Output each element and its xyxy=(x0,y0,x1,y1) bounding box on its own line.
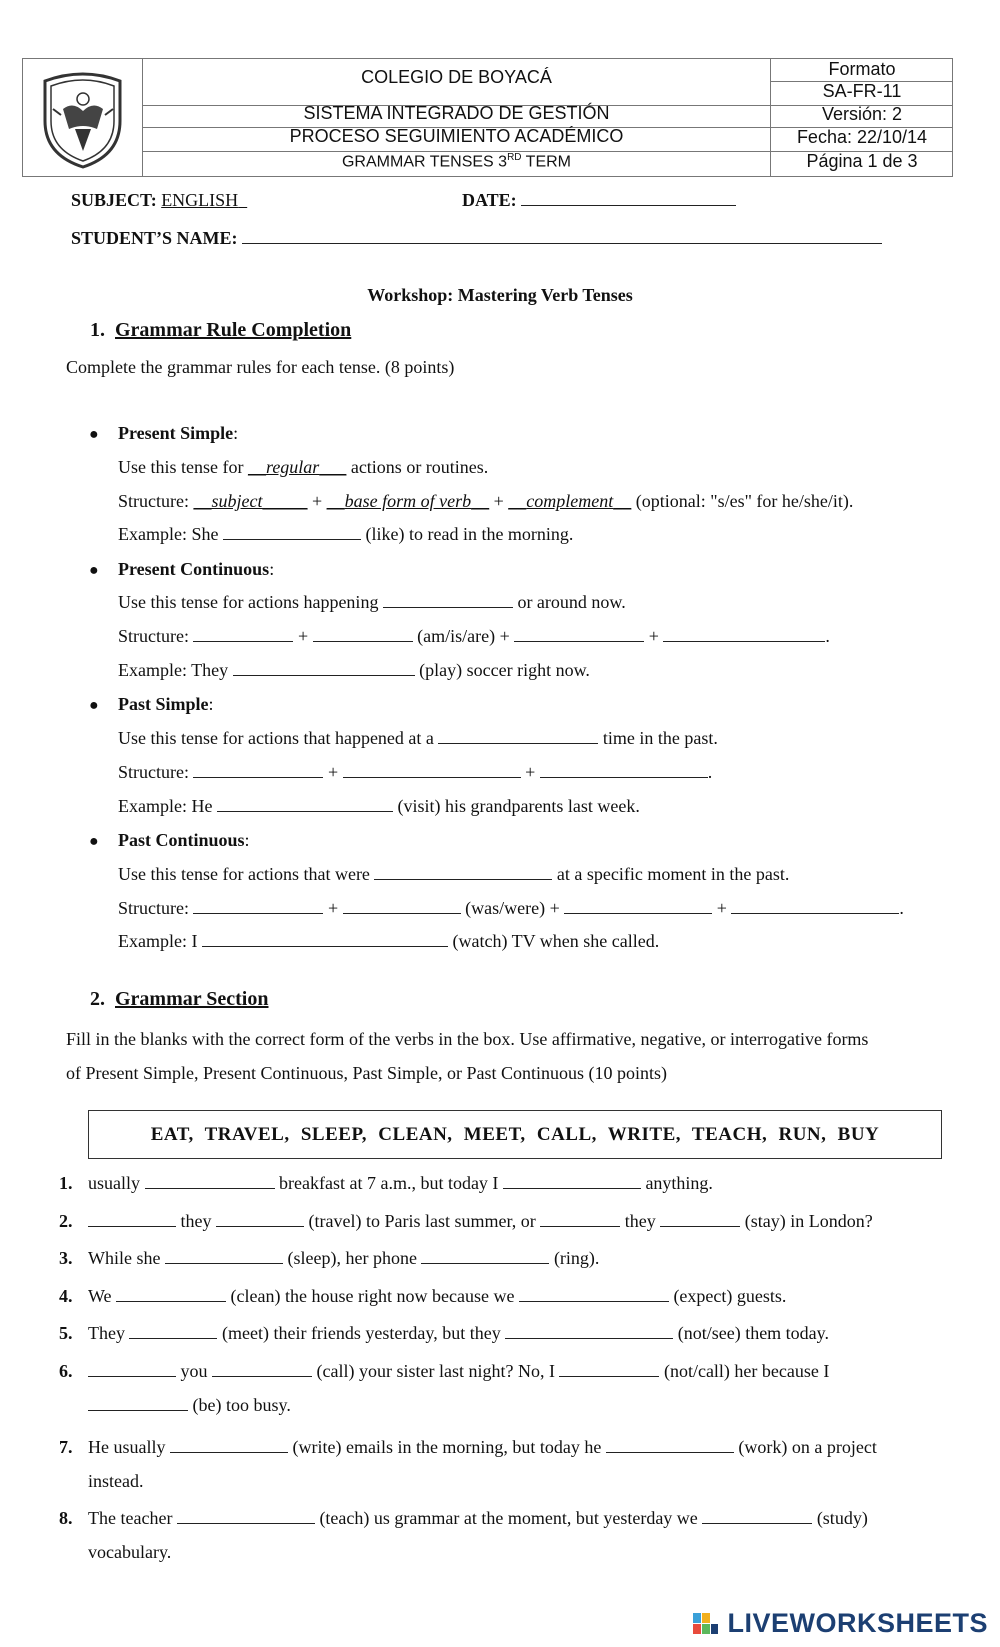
header-table xyxy=(22,58,953,177)
exercise-item-8: The teacher (teach) us grammar at the moment, but yesterday we (study) xyxy=(88,1508,868,1528)
item-number: 5. xyxy=(59,1323,73,1343)
section2-instructions-2: of Present Simple, Present Continuous, Past Simple, or Past Continuous (10 points) xyxy=(66,1063,668,1083)
exercise-item-6: you (call) your sister last night? No, I (not/call) her because I xyxy=(88,1361,829,1382)
answer-blank[interactable] xyxy=(313,627,413,642)
answer-blank[interactable] xyxy=(170,1438,288,1453)
bullet: ● xyxy=(89,426,99,443)
liveworksheets-logo: LIVEWORKSHEETS xyxy=(693,1608,988,1639)
answer-blank[interactable] xyxy=(731,899,899,914)
answer-blank[interactable] xyxy=(88,1396,188,1411)
version: Versión: 2 xyxy=(821,104,903,124)
exercise-item-1: usually breakfast at 7 a.m., but today I anything. xyxy=(88,1173,713,1193)
answer-blank[interactable] xyxy=(702,1509,812,1524)
present-continuous-title: Present Continuous: xyxy=(118,559,275,579)
format-date: Fecha: 22/10/14 xyxy=(796,127,928,147)
exercise-item-8-cont: vocabulary. xyxy=(88,1542,172,1562)
date-row: DATE: xyxy=(462,190,736,211)
exercise-item-2: they (travel) to Paris last summer, or they (stay) in London? xyxy=(88,1211,873,1232)
answer-blank[interactable] xyxy=(343,899,461,914)
answer-blank[interactable] xyxy=(606,1438,734,1453)
answer-blank[interactable] xyxy=(202,932,448,947)
past-continuous-use: Use this tense for actions that were at a specific moment in the past. xyxy=(118,864,790,884)
school-logo xyxy=(23,59,143,176)
exercise-item-5: They (meet) their friends yesterday, but they (not/see) them today. xyxy=(88,1323,830,1343)
answer-blank[interactable] xyxy=(88,1212,176,1227)
answer-blank[interactable] xyxy=(88,1362,176,1377)
past-continuous-example: Example: I (watch) TV when she called. xyxy=(118,931,660,951)
past-simple-use: Use this tense for actions that happened at a time in the past. xyxy=(118,728,718,748)
item-number: 1. xyxy=(59,1173,73,1193)
answer-blank[interactable] xyxy=(505,1324,673,1339)
answer-blank[interactable] xyxy=(540,763,708,778)
item-number: 2. xyxy=(59,1211,73,1231)
answer-blank[interactable] xyxy=(217,797,393,812)
answer-blank[interactable] xyxy=(374,865,552,880)
answer-blank[interactable] xyxy=(116,1287,226,1302)
answer-blank[interactable] xyxy=(559,1362,659,1377)
system-name: SISTEMA INTEGRADO DE GESTIÓN xyxy=(303,103,610,123)
exercise-item-7-cont: instead. xyxy=(88,1471,144,1491)
answer-blank[interactable] xyxy=(564,899,712,914)
item-number: 4. xyxy=(59,1286,73,1306)
answer-blank[interactable] xyxy=(193,627,293,642)
verb-box: EAT, TRAVEL, SLEEP, CLEAN, MEET, CALL, WRITE, TEACH, RUN, BUY xyxy=(88,1110,942,1159)
answer-blank[interactable] xyxy=(343,763,521,778)
exercise-item-6-cont: (be) too busy. xyxy=(88,1395,291,1416)
present-continuous-structure: Structure: + (am/is/are) + + . xyxy=(118,626,830,646)
format-label: Formato xyxy=(828,59,896,79)
section2-instructions-1: Fill in the blanks with the correct form of the verbs in the box. Use affirmative, negative, or interrogative forms xyxy=(66,1029,869,1049)
answer-blank[interactable] xyxy=(145,1174,275,1189)
item-number: 6. xyxy=(59,1361,73,1381)
bullet: ● xyxy=(89,562,99,579)
term-title: GRAMMAR TENSES 3RD TERM xyxy=(341,152,571,171)
subject-row: SUBJECT: ENGLISH xyxy=(71,190,239,210)
student-name-row: STUDENT’S NAME: xyxy=(71,228,882,249)
past-continuous-structure: Structure: + (was/were) + + . xyxy=(118,898,904,918)
item-number: 8. xyxy=(59,1508,73,1528)
crest-icon xyxy=(23,59,142,176)
present-simple-structure: Structure: __subject_____ + __base form of verb__ + __complement__ (optional: "s/es" for he/she/it). xyxy=(118,491,854,511)
present-simple-example: Example: She (like) to read in the morning. xyxy=(118,524,574,544)
section1-instructions: Complete the grammar rules for each tense. (8 points) xyxy=(66,357,455,377)
bullet: ● xyxy=(89,697,99,714)
section2-heading: 2. Grammar Section xyxy=(90,988,269,1010)
present-simple-use: Use this tense for __regular___ actions or routines. xyxy=(118,457,489,477)
school-name: COLEGIO DE BOYACÁ xyxy=(361,67,552,87)
answer-blank[interactable] xyxy=(233,661,415,676)
process-name: PROCESO SEGUIMIENTO ACADÉMICO xyxy=(289,126,624,146)
page-title: Workshop: Mastering Verb Tenses xyxy=(367,285,633,305)
liveworksheets-icon xyxy=(693,1613,719,1635)
item-number: 3. xyxy=(59,1248,73,1268)
answer-blank[interactable] xyxy=(165,1249,283,1264)
present-continuous-use: Use this tense for actions happening or around now. xyxy=(118,592,626,612)
answer-blank[interactable] xyxy=(212,1362,312,1377)
exercise-item-4: We (clean) the house right now because we (expect) guests. xyxy=(88,1286,787,1306)
answer-blank[interactable] xyxy=(540,1212,620,1227)
answer-blank[interactable] xyxy=(660,1212,740,1227)
answer-blank[interactable] xyxy=(514,627,644,642)
past-simple-title: Past Simple: xyxy=(118,694,214,714)
answer-blank[interactable] xyxy=(223,525,361,540)
fill-regular: regular xyxy=(265,457,320,477)
section1-heading: 1. Grammar Rule Completion xyxy=(90,319,352,341)
bullet: ● xyxy=(89,833,99,850)
subject-value: ENGLISH xyxy=(161,190,239,210)
date-input[interactable] xyxy=(521,191,736,206)
past-simple-example: Example: He (visit) his grandparents last week. xyxy=(118,796,640,816)
answer-blank[interactable] xyxy=(193,763,323,778)
present-simple-title: Present Simple: xyxy=(118,423,239,443)
past-simple-structure: Structure: + + . xyxy=(118,762,713,782)
answer-blank[interactable] xyxy=(438,729,598,744)
present-continuous-example: Example: They (play) soccer right now. xyxy=(118,660,590,680)
answer-blank[interactable] xyxy=(383,593,513,608)
past-continuous-title: Past Continuous: xyxy=(118,830,250,850)
page-number: Página 1 de 3 xyxy=(806,151,918,171)
answer-blank[interactable] xyxy=(503,1174,641,1189)
student-name-input[interactable] xyxy=(242,229,882,244)
answer-blank[interactable] xyxy=(216,1212,304,1227)
answer-blank[interactable] xyxy=(421,1249,549,1264)
answer-blank[interactable] xyxy=(193,899,323,914)
answer-blank[interactable] xyxy=(663,627,825,642)
answer-blank[interactable] xyxy=(129,1324,217,1339)
format-code: SA-FR-11 xyxy=(822,81,902,101)
exercise-item-3: While she (sleep), her phone (ring). xyxy=(88,1248,600,1268)
exercise-item-7: He usually (write) emails in the morning, but today he (work) on a project xyxy=(88,1437,877,1457)
answer-blank[interactable] xyxy=(519,1287,669,1302)
answer-blank[interactable] xyxy=(177,1509,315,1524)
item-number: 7. xyxy=(59,1437,73,1457)
